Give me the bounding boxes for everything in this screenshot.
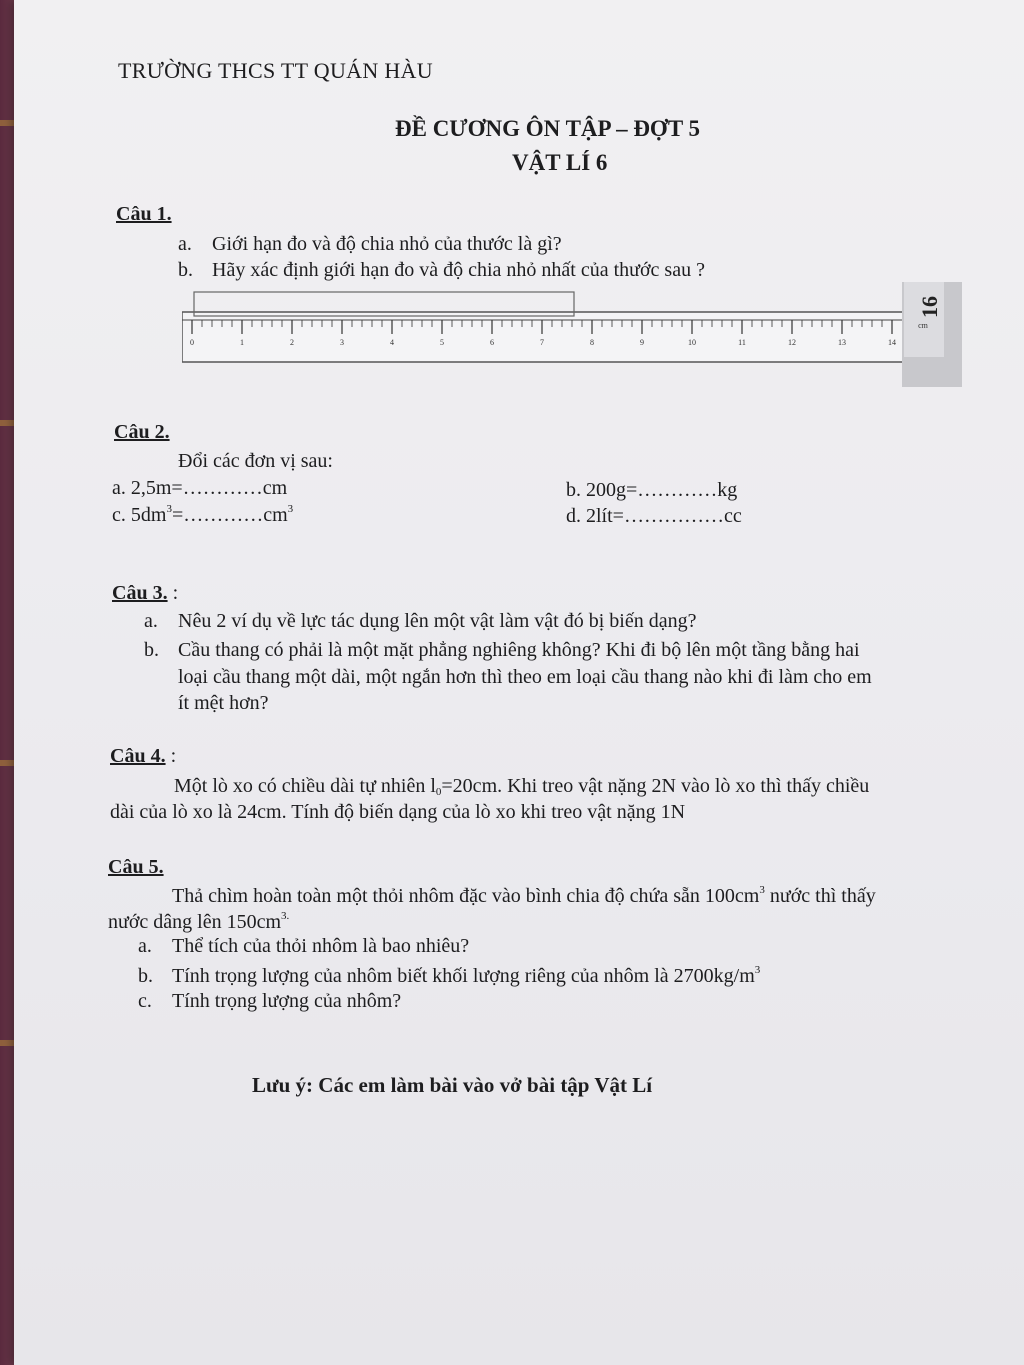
question-5-heading: Câu 5. <box>108 856 164 878</box>
subject-title: VẬT LÍ 6 <box>512 150 608 175</box>
ruler-tick-label: 0 <box>190 338 194 347</box>
page-badge: 16 <box>917 296 942 318</box>
footer-note: Lưu ý: Các em làm bài vào vở bài tập Vật Lí <box>252 1073 653 1097</box>
ruler-tick-label: 14 <box>888 338 896 347</box>
ruler-tick-label: 8 <box>590 338 594 347</box>
conversion-b: b. 200g=…………kg <box>566 479 738 501</box>
document-title: ĐỀ CƯƠNG ÔN TẬP – ĐỢT 5 <box>395 116 700 141</box>
question-4-line-1: Một lò xo có chiều dài tự nhiên $l_0=20cm$. Khi treo vật nặng 2N vào lò xo thì thấy chiều <box>174 775 870 798</box>
question-1-heading: Câu 1. <box>116 203 172 225</box>
ruler-tick-label: 6 <box>490 338 494 347</box>
question-5c: c. Tính trọng lượng của nhôm? <box>138 990 402 1012</box>
ruler-tick-label: 11 <box>738 338 746 347</box>
ruler-tick-label: 2 <box>290 338 294 347</box>
question-4-heading: Câu 4. : <box>110 745 177 767</box>
question-5-line-1: Thả chìm hoàn toàn một thỏi nhôm đặc vào bình chia độ chứa sẵn $100cm^3$ nước thì thấy <box>172 884 876 907</box>
question-3b-line-2: loại cầu thang một dài, một ngắn hơn thì theo em loại cầu thang nào khi đi làm cho em <box>178 666 872 688</box>
ruler-tick-label: 3 <box>340 338 344 347</box>
question-2-heading: Câu 2. <box>114 421 170 443</box>
question-1a: a. Giới hạn đo và độ chia nhỏ của thước là gì? <box>178 233 562 255</box>
question-3b-line-3: ít mệt hơn? <box>178 692 269 714</box>
question-3b-line-1: b. Cầu thang có phải là một mặt phẳng nghiêng không? Khi đi bộ lên một tầng bằng hai <box>144 639 860 661</box>
ruler-tick-label: 10 <box>688 338 696 347</box>
ruler-figure <box>182 282 962 387</box>
question-5a: a. Thể tích của thỏi nhôm là bao nhiêu? <box>138 935 470 957</box>
question-5b: b. Tính trọng lượng của nhôm biết khối lượng riêng của nhôm là $2700kg/m^3$ <box>138 964 761 987</box>
ruler-unit-label: cm <box>918 321 928 330</box>
ruler-tick-label: 4 <box>390 338 394 347</box>
question-1b: b. Hãy xác định giới hạn đo và độ chia nhỏ nhất của thước sau ? <box>178 259 705 281</box>
school-name: TRƯỜNG THCS TT QUÁN HÀU <box>118 58 433 83</box>
question-3-heading: Câu 3. : <box>112 582 179 604</box>
question-5-line-2: nước dâng lên $150cm^{3.}$ <box>108 910 290 933</box>
question-3a: a. Nêu 2 ví dụ về lực tác dụng lên một vật làm vật đó bị biến dạng? <box>144 610 697 632</box>
question-2-intro: Đổi các đơn vị sau: <box>178 450 333 472</box>
ruler-tick-label: 1 <box>240 338 244 347</box>
question-4-line-2: dài của lò xo là 24cm. Tính độ biến dạng của lò xo khi treo vật nặng 1N <box>110 801 686 823</box>
ruler-tick-label: 9 <box>640 338 644 347</box>
conversion-d: d. 2lít=……………cc <box>566 505 742 527</box>
conversion-a: a. 2,5m=…………cm <box>112 477 288 499</box>
ruler-tick-label: 5 <box>440 338 444 347</box>
ruler-tick-label: 12 <box>788 338 796 347</box>
ruler-tick-label: 13 <box>838 338 846 347</box>
conversion-c: c. $5dm^3=\dots\dots\dots\dots cm^3$ <box>112 503 294 526</box>
ruler-tick-label: 7 <box>540 338 544 347</box>
